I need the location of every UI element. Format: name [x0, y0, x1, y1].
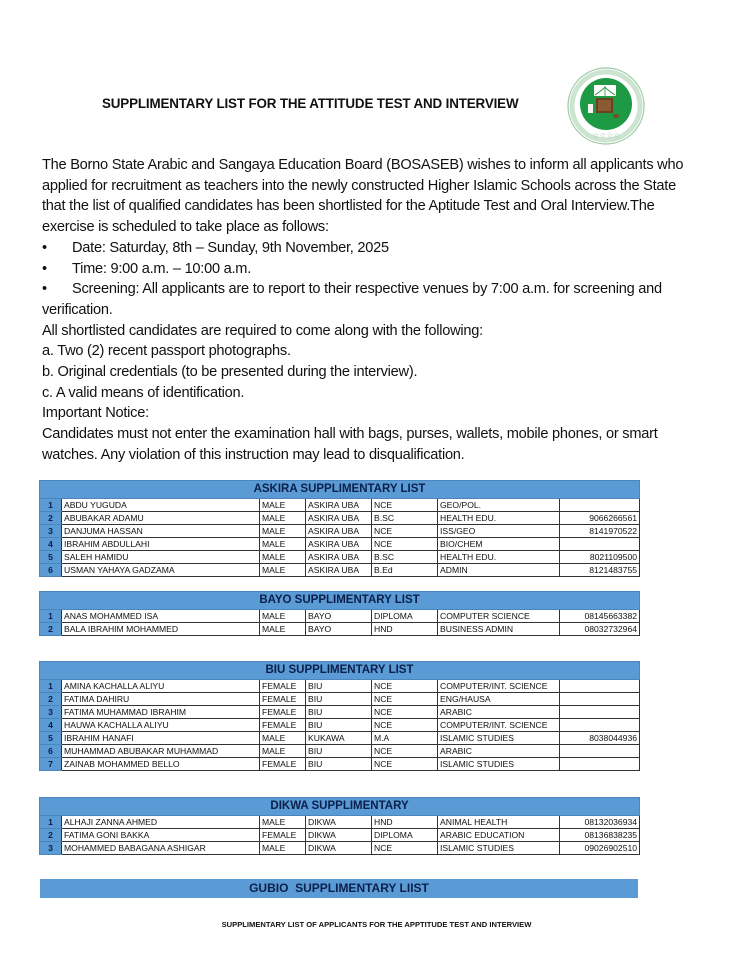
notice-body: [42, 155, 692, 466]
row-number: 1: [40, 610, 62, 623]
cell-gender: MALE: [260, 610, 306, 623]
bullet-icon: •: [42, 239, 47, 256]
supplementary-table: [39, 797, 640, 855]
bullet-icon: •: [42, 281, 47, 298]
cell-subject: ARABIC EDUCATION: [438, 829, 560, 842]
supplementary-table: [39, 661, 640, 771]
cell-qualification: NCE: [372, 758, 438, 771]
table-row: [40, 499, 640, 512]
row-number: 5: [40, 732, 62, 745]
row-number: 3: [40, 525, 62, 538]
table-row: [40, 680, 640, 693]
supplementary-table: [39, 591, 640, 636]
cell-phone: 08132036934: [560, 816, 640, 829]
cell-qualification: NCE: [372, 706, 438, 719]
cell-qualification: HND: [372, 816, 438, 829]
table-row: [40, 693, 640, 706]
row-number: 6: [40, 564, 62, 577]
table-row: [40, 719, 640, 732]
cell-qualification: B.SC: [372, 551, 438, 564]
bosaseb-seal-icon: [562, 66, 650, 146]
cell-name: MOHAMMED BABAGANA ASHIGAR: [62, 842, 260, 855]
row-number: 5: [40, 551, 62, 564]
cell-qualification: NCE: [372, 719, 438, 732]
table-row: [40, 538, 640, 551]
table-header: [40, 592, 640, 610]
cell-lga: ASKIRA UBA: [306, 525, 372, 538]
cell-phone: 8021109500: [560, 551, 640, 564]
row-number: 2: [40, 693, 62, 706]
table-header: [40, 481, 640, 499]
cell-lga: BIU: [306, 693, 372, 706]
cell-phone: [560, 693, 640, 706]
cell-subject: ANIMAL HEALTH: [438, 816, 560, 829]
table-row: [40, 610, 640, 623]
cell-phone: 8121483755: [560, 564, 640, 577]
cell-name: IBRAHIM ABDULLAHI: [62, 538, 260, 551]
cell-phone: [560, 499, 640, 512]
requirement-item: b. Original credentials (to be presented during the interview).: [42, 364, 418, 381]
table-row: [40, 706, 640, 719]
cell-qualification: NCE: [372, 745, 438, 758]
notice-intro: The Borno State Arabic and Sangaya Education Board (BOSASEB) wishes to inform all applicants who applied for recruitment as teachers into the newly constructed Higher Islamic Schools across the State that the list of qualified candidates has been shortlisted for the Aptitude Test and Oral Interview.The exercise is scheduled to take place as follows:: [42, 157, 684, 236]
table-row: [40, 564, 640, 577]
cell-subject: GEO/POL.: [438, 499, 560, 512]
cell-gender: MALE: [260, 816, 306, 829]
cell-lga: BIU: [306, 745, 372, 758]
cell-name: HAUWA KACHALLA ALIYU: [62, 719, 260, 732]
table-row: [40, 551, 640, 564]
cell-phone: 08032732964: [560, 623, 640, 636]
table-row: [40, 829, 640, 842]
cell-lga: BIU: [306, 680, 372, 693]
row-number: 2: [40, 623, 62, 636]
cell-lga: BAYO: [306, 610, 372, 623]
cell-name: ZAINAB MOHAMMED BELLO: [62, 758, 260, 771]
cell-subject: ISLAMIC STUDIES: [438, 758, 560, 771]
table-title: DIKWA SUPPLIMENTARY: [40, 798, 640, 816]
cell-gender: MALE: [260, 512, 306, 525]
row-number: 7: [40, 758, 62, 771]
cell-gender: FEMALE: [260, 758, 306, 771]
row-number: 2: [40, 829, 62, 842]
cell-phone: [560, 758, 640, 771]
cell-gender: MALE: [260, 499, 306, 512]
table-header: [40, 662, 640, 680]
gubio-list-header: GUBIO SUPPLIMENTARY LIIST: [40, 879, 638, 898]
row-number: 1: [40, 499, 62, 512]
schedule-item-time: • Time: 9:00 a.m. – 10:00 a.m.: [42, 259, 692, 280]
requirements-intro: All shortlisted candidates are required to come along with the following:: [42, 322, 483, 339]
svg-text:☆☆☆☆: ☆☆☆☆: [592, 131, 621, 140]
cell-gender: MALE: [260, 564, 306, 577]
cell-name: MUHAMMAD ABUBAKAR MUHAMMAD: [62, 745, 260, 758]
cell-name: ANAS MOHAMMED ISA: [62, 610, 260, 623]
cell-gender: MALE: [260, 525, 306, 538]
row-number: 3: [40, 706, 62, 719]
cell-qualification: NCE: [372, 538, 438, 551]
cell-qualification: NCE: [372, 525, 438, 538]
cell-subject: ARABIC: [438, 745, 560, 758]
cell-qualification: NCE: [372, 693, 438, 706]
footer-title: SUPPLIMENTARY LIST OF APPLICANTS FOR THE APPTITUDE TEST AND INTERVIEW: [221, 920, 532, 929]
cell-qualification: NCE: [372, 842, 438, 855]
cell-phone: 9066266561: [560, 512, 640, 525]
cell-qualification: NCE: [372, 680, 438, 693]
cell-qualification: B.Ed: [372, 564, 438, 577]
table-row: [40, 842, 640, 855]
cell-lga: BIU: [306, 719, 372, 732]
cell-subject: HEALTH EDU.: [438, 512, 560, 525]
cell-lga: ASKIRA UBA: [306, 551, 372, 564]
schedule-item-date: • Date: Saturday, 8th – Sunday, 9th November, 2025: [42, 238, 692, 259]
cell-name: ABUBAKAR ADAMU: [62, 512, 260, 525]
row-number: 4: [40, 719, 62, 732]
cell-qualification: B.SC: [372, 512, 438, 525]
cell-subject: COMPUTER/INT. SCIENCE: [438, 719, 560, 732]
cell-lga: DIKWA: [306, 829, 372, 842]
cell-gender: MALE: [260, 842, 306, 855]
cell-subject: ENG/HAUSA: [438, 693, 560, 706]
cell-name: FATIMA MUHAMMAD IBRAHIM: [62, 706, 260, 719]
bullet-icon: •: [42, 260, 47, 277]
schedule-item-screening: • Screening: All applicants are to report to their respective venues by 7:00 a.m. for screening and verification.: [42, 281, 662, 318]
important-notice-label: Important Notice:: [42, 405, 149, 422]
cell-gender: FEMALE: [260, 829, 306, 842]
cell-subject: BUSINESS ADMIN: [438, 623, 560, 636]
table-title: BAYO SUPPLIMENTARY LIST: [40, 592, 640, 610]
cell-gender: FEMALE: [260, 680, 306, 693]
document-title: SUPPLIMENTARY LIST FOR THE ATTITUDE TEST AND INTERVIEW: [102, 96, 519, 111]
cell-name: FATIMA GONI BAKKA: [62, 829, 260, 842]
row-number: 1: [40, 680, 62, 693]
row-number: 6: [40, 745, 62, 758]
cell-subject: HEALTH EDU.: [438, 551, 560, 564]
table-title: ASKIRA SUPPLIMENTARY LIST: [40, 481, 640, 499]
cell-phone: [560, 719, 640, 732]
supplementary-table: [39, 480, 640, 577]
cell-lga: ASKIRA UBA: [306, 499, 372, 512]
cell-name: SALEH HAMIDU: [62, 551, 260, 564]
cell-lga: BIU: [306, 758, 372, 771]
cell-qualification: M.A: [372, 732, 438, 745]
cell-subject: ISLAMIC STUDIES: [438, 732, 560, 745]
cell-qualification: DIPLOMA: [372, 610, 438, 623]
cell-phone: [560, 745, 640, 758]
cell-qualification: DIPLOMA: [372, 829, 438, 842]
cell-lga: BIU: [306, 706, 372, 719]
cell-name: BALA IBRAHIM MOHAMMED: [62, 623, 260, 636]
table-row: [40, 816, 640, 829]
cell-phone: [560, 538, 640, 551]
cell-name: ALHAJI ZANNA AHMED: [62, 816, 260, 829]
cell-phone: 8038044936: [560, 732, 640, 745]
table-row: [40, 525, 640, 538]
cell-phone: [560, 706, 640, 719]
cell-lga: DIKWA: [306, 816, 372, 829]
table-row: [40, 512, 640, 525]
table-title: BIU SUPPLIMENTARY LIST: [40, 662, 640, 680]
requirement-item: c. A valid means of identification.: [42, 384, 245, 401]
cell-phone: 09026902510: [560, 842, 640, 855]
cell-gender: MALE: [260, 623, 306, 636]
cell-lga: BAYO: [306, 623, 372, 636]
cell-name: IBRAHIM HANAFI: [62, 732, 260, 745]
cell-name: ABDU YUGUDA: [62, 499, 260, 512]
cell-gender: MALE: [260, 551, 306, 564]
cell-lga: ASKIRA UBA: [306, 564, 372, 577]
cell-gender: MALE: [260, 732, 306, 745]
table-row: [40, 732, 640, 745]
cell-qualification: NCE: [372, 499, 438, 512]
table-header: [40, 798, 640, 816]
cell-lga: ASKIRA UBA: [306, 512, 372, 525]
cell-subject: COMPUTER/INT. SCIENCE: [438, 680, 560, 693]
cell-gender: MALE: [260, 745, 306, 758]
cell-name: AMINA KACHALLA ALIYU: [62, 680, 260, 693]
cell-lga: KUKAWA: [306, 732, 372, 745]
cell-subject: ADMIN: [438, 564, 560, 577]
table-row: [40, 758, 640, 771]
requirement-item: a. Two (2) recent passport photographs.: [42, 343, 291, 360]
cell-gender: FEMALE: [260, 719, 306, 732]
table-row: [40, 623, 640, 636]
row-number: 1: [40, 816, 62, 829]
cell-phone: 08136838235: [560, 829, 640, 842]
cell-name: DANJUMA HASSAN: [62, 525, 260, 538]
cell-subject: ISS/GEO: [438, 525, 560, 538]
cell-gender: FEMALE: [260, 693, 306, 706]
cell-name: FATIMA DAHIRU: [62, 693, 260, 706]
cell-lga: DIKWA: [306, 842, 372, 855]
cell-qualification: HND: [372, 623, 438, 636]
important-notice-text: Candidates must not enter the examination hall with bags, purses, wallets, mobile phones, or smart watches. Any violation of this instruction may lead to disqualification.: [42, 426, 658, 463]
cell-gender: MALE: [260, 538, 306, 551]
row-number: 4: [40, 538, 62, 551]
cell-subject: COMPUTER SCIENCE: [438, 610, 560, 623]
row-number: 2: [40, 512, 62, 525]
cell-subject: ARABIC: [438, 706, 560, 719]
table-row: [40, 745, 640, 758]
cell-subject: ISLAMIC STUDIES: [438, 842, 560, 855]
row-number: 3: [40, 842, 62, 855]
cell-lga: ASKIRA UBA: [306, 538, 372, 551]
cell-phone: [560, 680, 640, 693]
cell-subject: BIO/CHEM: [438, 538, 560, 551]
cell-phone: 8141970522: [560, 525, 640, 538]
cell-gender: FEMALE: [260, 706, 306, 719]
cell-name: USMAN YAHAYA GADZAMA: [62, 564, 260, 577]
cell-phone: 08145663382: [560, 610, 640, 623]
